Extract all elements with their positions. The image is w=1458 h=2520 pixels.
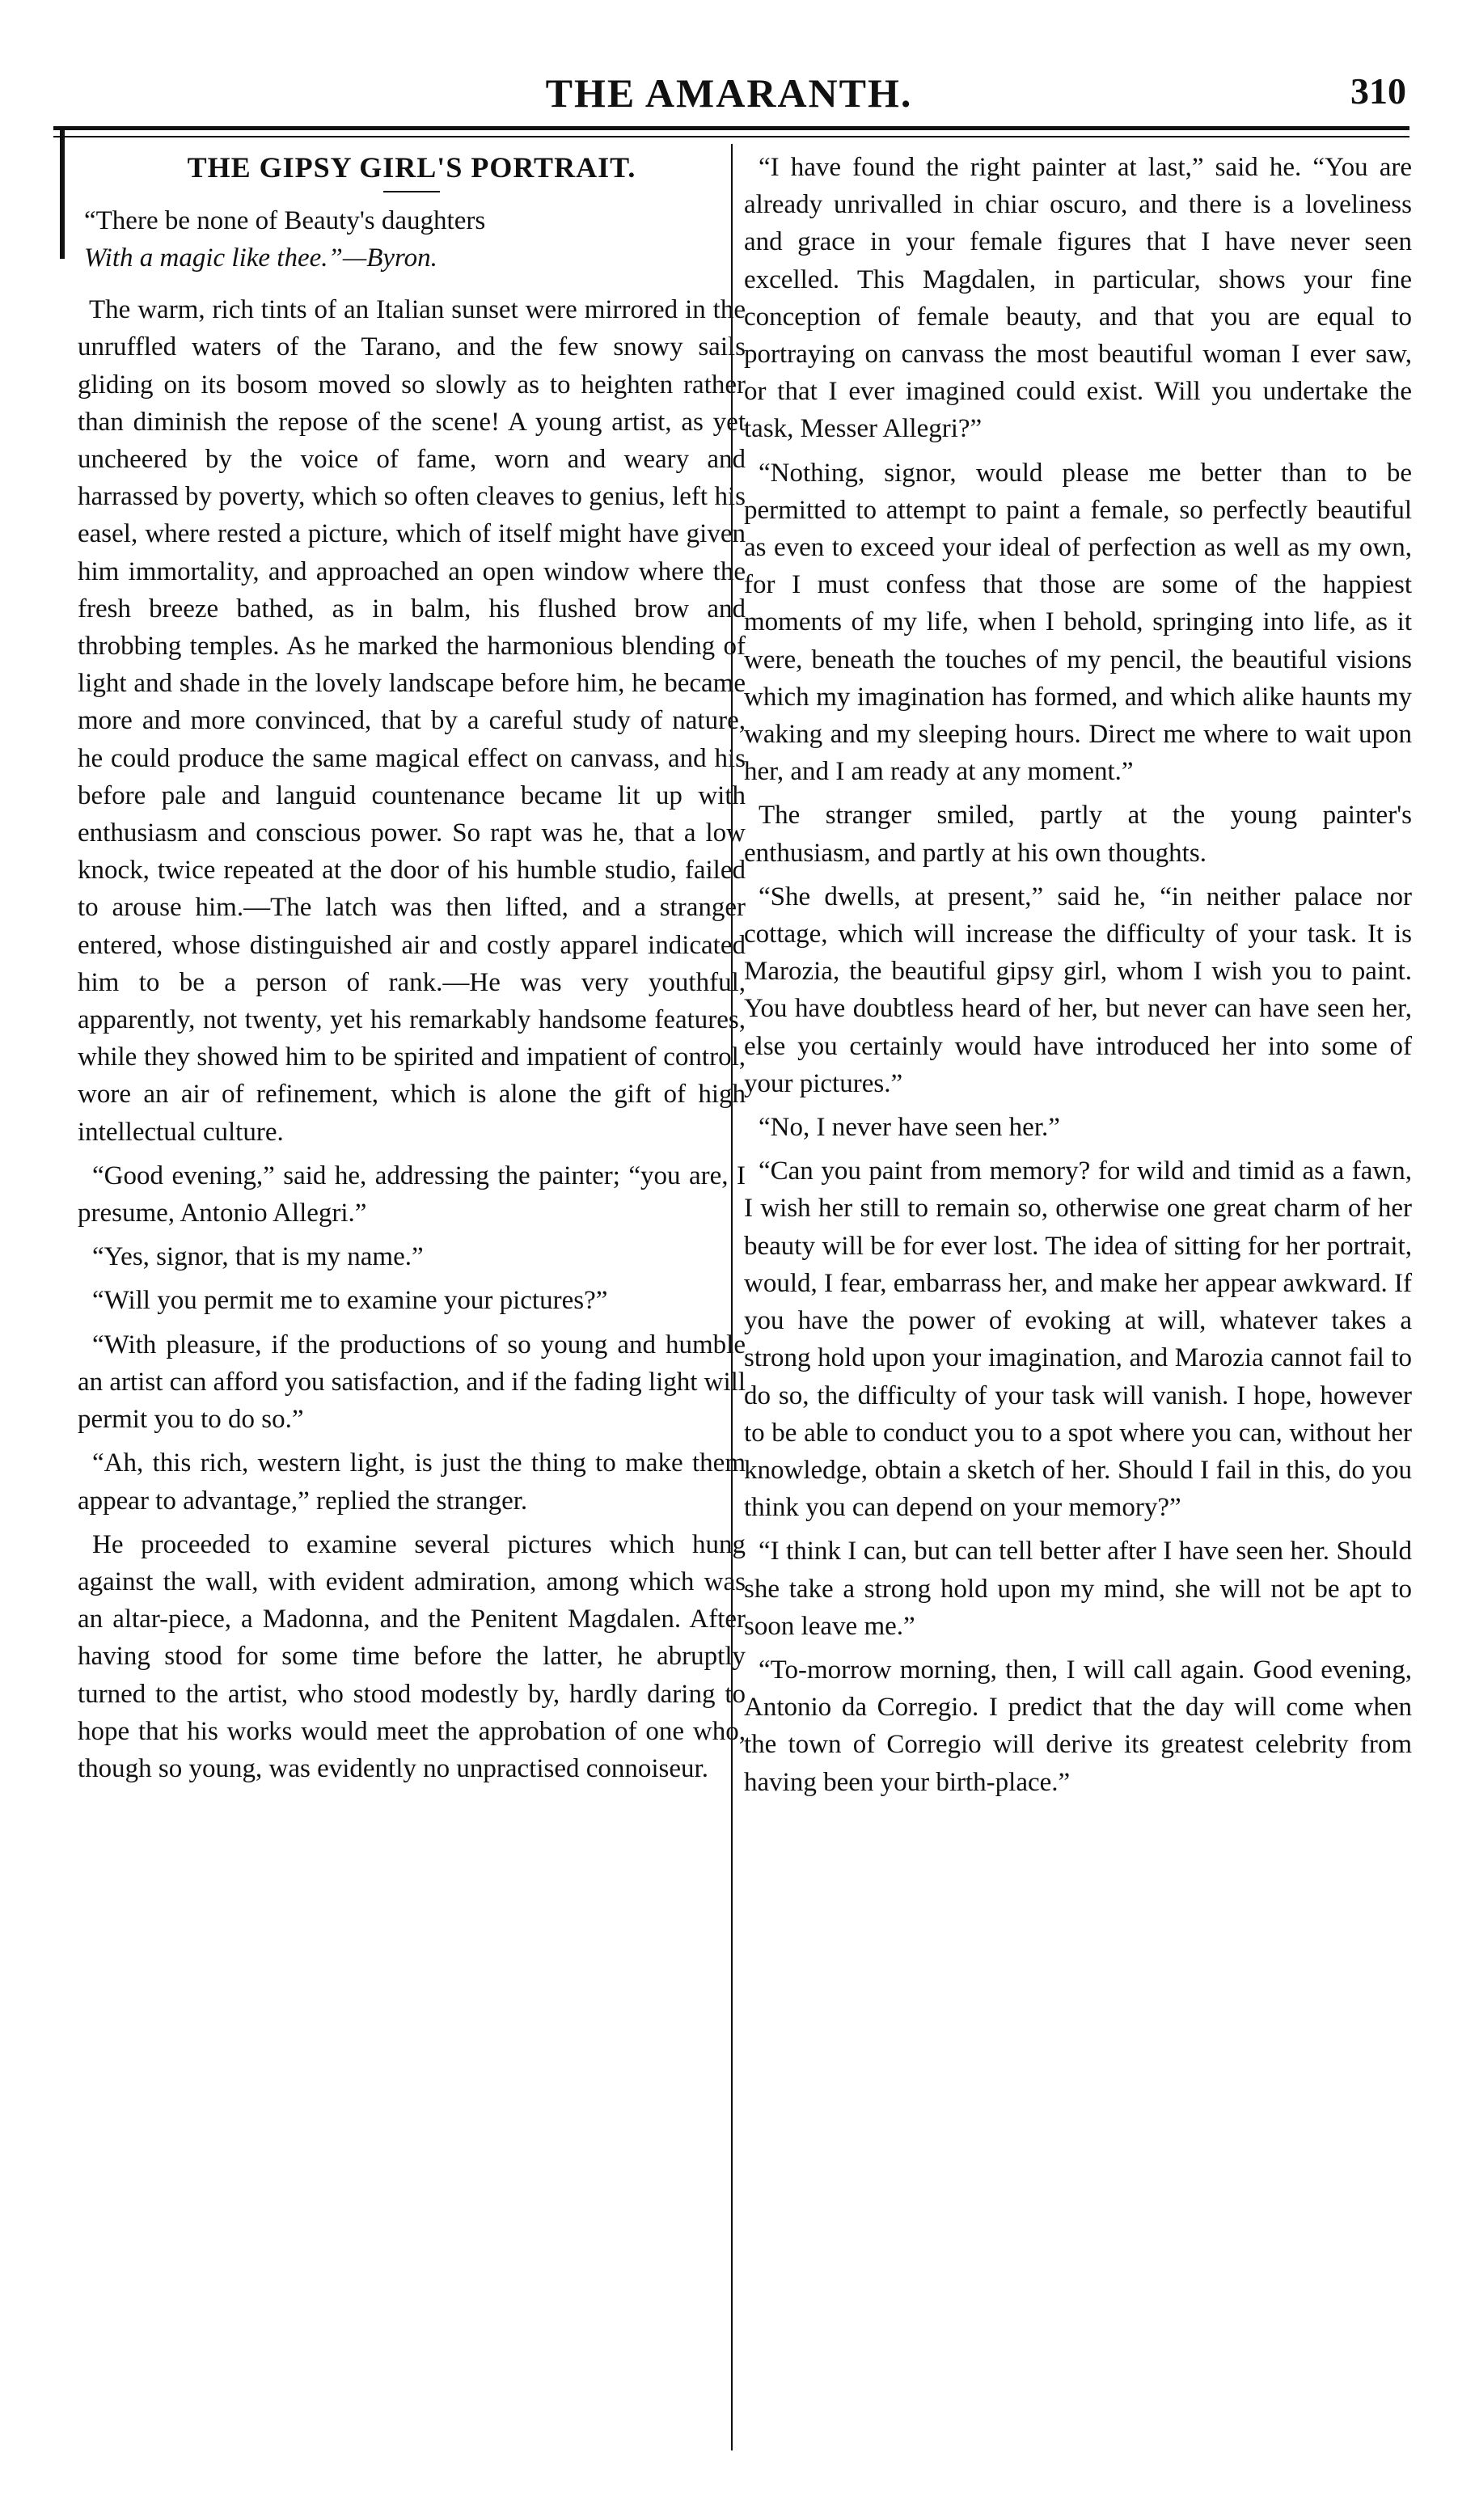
title-rule (383, 191, 440, 192)
paragraph: “Good evening,” said he, addressing the painter; “you are, I presume, Antonio Allegri.” (78, 1161, 746, 1228)
paragraph: “Nothing, signor, would please me better than to be permitted to attempt to paint a female, so perfectly beautiful as even to exceed your ideal of perfection as well as my own, for I must confess that those are some of the happiest moments of my life, when I behold, springing into life, as it were, beneath the touches of my pencil, the beautiful visions which my imagination has formed, and which alike haunts my waking and my sleeping hours. Direct me where to wait upon her, and I am ready at any moment.” (744, 458, 1412, 787)
paragraph: He proceeded to examine several pictures which hung against the wall, with evident admiration, among which was an altar-piece, a Madonna, and the Penitent Magdalen. After having stood for some time before the latter, he abruptly turned to the artist, who stood modestly by, hardly daring to hope that his works would meet the approbation of one who, though so young, was evidently no unpractised connoiseur. (78, 1529, 746, 1783)
paragraph: “I have found the right painter at last,” said he. “You are already unrivalled in chiar oscuro, and there is a loveliness and grace in your female figures that I have never seen excelled. This Magdalen, in particular, shows your fine conception of female beauty, and that you are equal to portraying on canvass the most beautiful woman I ever saw, or that I ever imagined could exist. Will you undertake the task, Messer Allegri?” (744, 153, 1412, 444)
periodical-title: THE AMARANTH. (545, 70, 913, 116)
epigraph-line: “There be none of Beauty's daughters (84, 206, 486, 236)
paragraph: “To-morrow morning, then, I will call again. Good evening, Antonio da Corregio. I predict that the day will come when the town of Corregio will derive its greatest celebrity from having been your birth-place.” (744, 1655, 1412, 1797)
header-rule-thick (53, 126, 1409, 130)
paragraph: The stranger smiled, partly at the young painter's enthusiasm, and partly at his own thoughts. (744, 801, 1412, 868)
header-rule-thin (53, 136, 1409, 137)
paragraph: The warm, rich tints of an Italian sunset were mirrored in the unruffled waters of the Tarano, and the few snowy sails gliding on its bosom moved so slowly as to heighten rather than diminish the repose of the scene! A young artist, as yet uncheered by the voice of fame, worn and weary and harrassed by poverty, which so often cleaves to genius, left his easel, where rested a picture, which of itself might have given him immortality, and approached an open window where the fresh breeze bathed, as in balm, his flushed brow and throbbing temples. As he marked the harmonious blending of light and shade in the lovely landscape before him, he became more and more convinced, that by a careful study of nature, he could produce the same magical effect on canvass, and his before pale and languid countenance became lit up with enthusiasm and conscious power. So rapt was he, that a low knock, twice repeated at the door of his humble studio, failed to arouse him.—The latch was then lifted, and a stranger entered, whose distinguished air and costly apparel indicated him to be a person of rank.—He was very youthful, apparently, not twenty, yet his remarkably handsome features, while they showed him to be spirited and impatient of control, wore an air of refinement, which is alone the gift of high intellectual culture. (78, 295, 746, 1147)
paragraph: “Yes, signor, that is my name.” (92, 1242, 424, 1272)
story-title: THE GIPSY GIRL'S PORTRAIT. (187, 151, 636, 184)
paragraph: “Will you permit me to examine your pictures?” (92, 1286, 608, 1316)
paragraph: “I think I can, but can tell better after I have seen her. Should she take a strong hold upon my mind, she will not be apt to soon leave me.” (744, 1537, 1412, 1641)
paragraph: “Can you paint from memory? for wild and timid as a fawn, I wish her still to remain so, otherwise one great charm of her beauty will be for ever lost. The idea of sitting for her portrait, would, I fear, embarrass her, and make her appear awkward. If you have the power of evoking at will, whatever takes a strong hold upon your imagination, and Marozia cannot fail to do so, the difficulty of your task will vanish. I hope, however to be able to conduct you to a spot where you can, without her knowledge, obtain a sketch of her. Should I fail in this, do you think you can depend on your memory?” (744, 1156, 1412, 1523)
epigraph-line: With a magic like thee.”—Byron. (84, 243, 437, 273)
epigraph (78, 202, 746, 277)
paragraph: “Ah, this rich, western light, is just the thing to make them appear to advantage,” replied the stranger. (78, 1448, 746, 1516)
page-number: 310 (1350, 70, 1406, 112)
paragraph: “No, I never have seen her.” (759, 1113, 1060, 1143)
paragraph: “She dwells, at present,” said he, “in neither palace nor cottage, which will increase the difficulty of your task. It is Marozia, the beautiful gipsy girl, whom I wish you to paint. You have doubtless heard of her, but never can have seen her, else you certainly would have introduced her into some of your pictures.” (744, 882, 1412, 1098)
paragraph: “With pleasure, if the productions of so young and humble an artist can afford you satisfaction, and if the fading light will permit you to do so.” (78, 1330, 746, 1435)
left-column (78, 149, 746, 1794)
right-column (744, 149, 1412, 1808)
binding-edge-mark (60, 129, 65, 259)
